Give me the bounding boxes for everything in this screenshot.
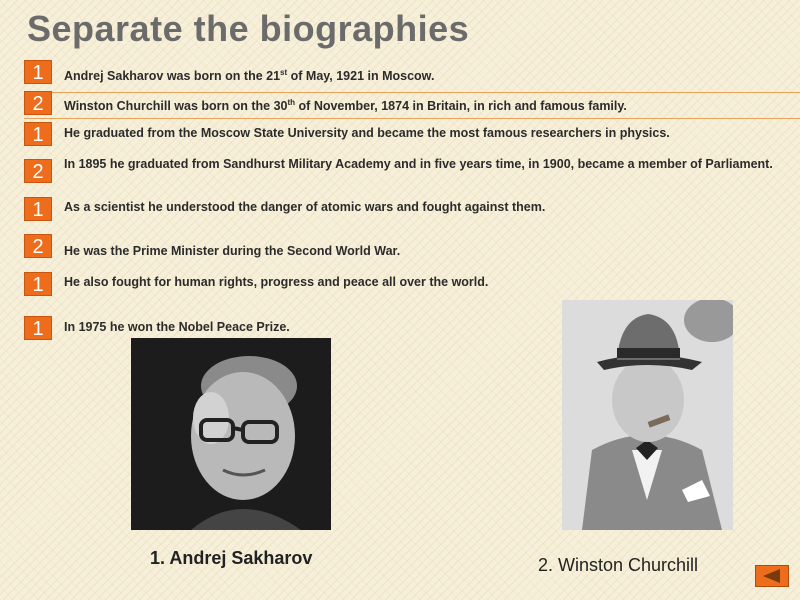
slide-title: Separate the biographies <box>27 8 470 49</box>
previous-slide-button[interactable] <box>755 565 789 587</box>
badge-number: 2 <box>24 91 52 115</box>
badge-number: 2 <box>24 159 52 183</box>
badge-number: 1 <box>24 60 52 84</box>
portrait-man-glasses-icon <box>131 338 331 530</box>
divider <box>24 118 800 119</box>
badge-number: 2 <box>24 234 52 258</box>
fact-text: Andrej Sakharov was born on the 21st of May, 1921 in Moscow. <box>64 68 435 84</box>
fact-text: In 1975 he won the Nobel Peace Prize. <box>64 320 290 334</box>
fact-text: He was the Prime Minister during the Second World War. <box>64 244 401 258</box>
fact-text: In 1895 he graduated from Sandhurst Military Academy and in five years time, in 1900, became a member of Parliament. <box>64 157 773 171</box>
sakharov-caption: 1. Andrej Sakharov <box>150 548 313 568</box>
badge-number: 1 <box>24 272 52 296</box>
divider <box>24 92 800 93</box>
fact-text: He also fought for human rights, progress and peace all over the world. <box>64 275 489 289</box>
churchill-photo <box>562 300 733 530</box>
badge-number: 1 <box>24 122 52 146</box>
portrait-man-hat-cigar-icon <box>562 300 733 530</box>
fact-text: As a scientist he understood the danger of atomic wars and fought against them. <box>64 200 546 214</box>
sakharov-photo <box>131 338 331 530</box>
badge-number: 1 <box>24 197 52 221</box>
triangle-left-icon <box>756 566 788 586</box>
fact-text: He graduated from the Moscow State University and became the most famous researchers in physics. <box>64 126 670 140</box>
churchill-caption: 2. Winston Churchill <box>538 555 699 575</box>
fact-text: Winston Churchill was born on the 30th of November, 1874 in Britain, in rich and famous family. <box>64 98 627 114</box>
badge-number: 1 <box>24 316 52 340</box>
